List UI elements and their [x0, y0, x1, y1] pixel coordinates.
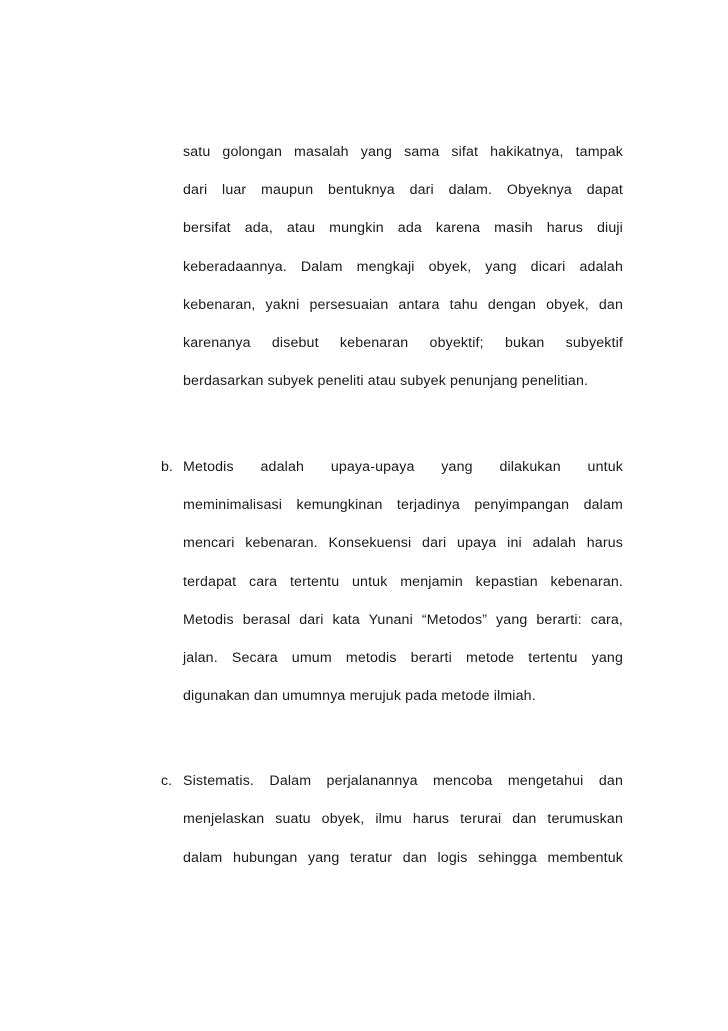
text-line: Metodis adalah upaya-upaya yang dilakukan untuk: [183, 459, 623, 475]
text-line: bersifat ada, atau mungkin ada karena masih harus diuji: [183, 220, 623, 236]
list-marker: b.: [161, 459, 173, 475]
text-line: keberadaannya. Dalam mengkaji obyek, yang dicari adalah: [183, 259, 623, 275]
text-line: jalan. Secara umum metodis berarti metode tertentu yang: [183, 650, 623, 666]
text-line: menjelaskan suatu obyek, ilmu harus terurai dan terumuskan: [183, 811, 623, 827]
text-line: terdapat cara tertentu untuk menjamin kepastian kebenaran.: [183, 574, 623, 590]
text-line: digunakan dan umumnya merujuk pada metode ilmiah.: [183, 688, 536, 704]
text-line: mencari kebenaran. Konsekuensi dari upaya ini adalah harus: [183, 535, 623, 551]
text-line: Metodis berasal dari kata Yunani “Metodos” yang berarti: cara,: [183, 612, 623, 628]
text-line: satu golongan masalah yang sama sifat hakikatnya, tampak: [183, 144, 623, 160]
list-marker: c.: [161, 773, 173, 789]
text-line: kebenaran, yakni persesuaian antara tahu dengan obyek, dan: [183, 297, 623, 313]
text-line: dari luar maupun bentuknya dari dalam. Obyeknya dapat: [183, 182, 623, 198]
text-line: Sistematis. Dalam perjalanannya mencoba mengetahui dan: [183, 773, 623, 789]
text-line: meminimalisasi kemungkinan terjadinya penyimpangan dalam: [183, 497, 623, 513]
text-line: dalam hubungan yang teratur dan logis sehingga membentuk: [183, 850, 623, 866]
text-line: berdasarkan subyek peneliti atau subyek penunjang penelitian.: [183, 373, 589, 389]
text-line: karenanya disebut kebenaran obyektif; bukan subyektif: [183, 335, 623, 351]
